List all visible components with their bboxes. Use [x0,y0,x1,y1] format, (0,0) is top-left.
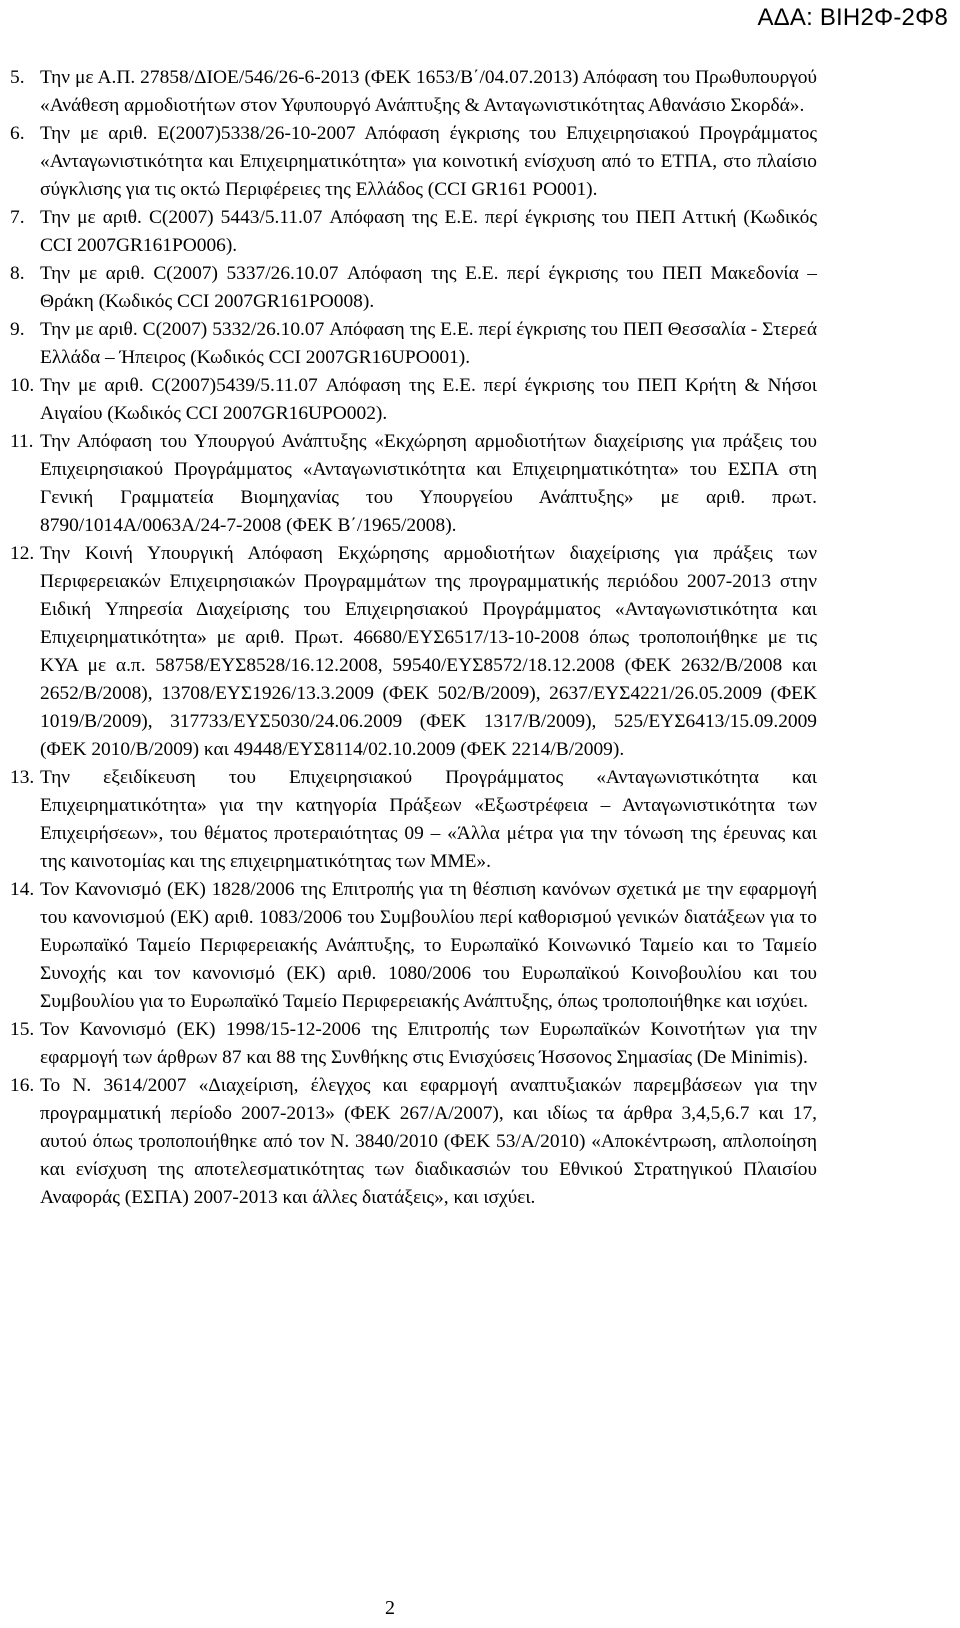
list-item-8 [10,260,817,316]
item-text: Την με Α.Π. 27858/ΔΙΟΕ/546/26-6-2013 (ΦΕΚ 1653/Β΄/04.07.2013) Απόφαση του Πρωθυπουργού «Ανάθεση αρμοδιοτήτων στον Υφυπουργό Ανάπτυξης & Ανταγωνιστικότητας Αθανάσιο Σκορδά». [40,67,817,116]
list-item-12 [10,540,817,764]
item-number: 15. [10,1019,35,1040]
item-text: Το Ν. 3614/2007 «Διαχείριση, έλεγχος και εφαρμογή αναπτυξιακών παρεμβάσεων για την προγραμματική περίοδο 2007-2013» (ΦΕΚ 267/Α/2007), και ιδίως τα άρθρα 3,4,5,6.7 και 17, αυτού όπως τροποποιήθηκε από τον Ν. 3840/2010 (ΦΕΚ 53/Α/2010) «Αποκέντρωση, απλοποίηση και ενίσχυση της αποτελεσματικότητας των διαδικασιών του Εθνικού Στρατηγικού Πλαισίου Αναφοράς (ΕΣΠΑ) 2007-2013 και άλλες διατάξεις», και ισχύει. [40,1075,817,1208]
list-item-13 [10,764,817,876]
list-item-7 [10,204,817,260]
list-item-14 [10,876,817,1016]
item-text: Την με αριθ. C(2007) 5332/26.10.07 Απόφαση της Ε.Ε. περί έγκρισης του ΠΕΠ Θεσσαλία - Στερεά Ελλάδα – Ήπειρος (Κωδικός CCI 2007GR16UPO001). [40,319,817,368]
item-number: 5. [10,67,25,88]
item-text: Την με αριθ. C(2007) 5443/5.11.07 Απόφαση της Ε.Ε. περί έγκρισης του ΠΕΠ Αττική (Κωδικός CCI 2007GR161PO006). [40,207,817,256]
item-text: Την Απόφαση του Υπουργού Ανάπτυξης «Εκχώρηση αρμοδιοτήτων διαχείρισης για πράξεις του Επιχειρησιακού Προγράμματος «Ανταγωνιστικότητα και Επιχειρηματικότητα» του ΕΣΠΑ στη Γενική Γραμματεία Βιομηχανίας του Υπουργείου Ανάπτυξης» με αριθ. πρωτ. 8790/1014Α/0063Α/24-7-2008 (ΦΕΚ Β΄/1965/2008). [40,431,817,536]
item-number: 7. [10,207,25,228]
list-item-9 [10,316,817,372]
item-number: 9. [10,319,25,340]
list-item-6 [10,120,817,204]
item-text: Την Κοινή Υπουργική Απόφαση Εκχώρησης αρμοδιοτήτων διαχείρισης για πράξεις των Περιφερειακών Επιχειρησιακών Προγραμμάτων της προγραμματικής περιόδου 2007-2013 στην Ειδική Υπηρεσία Διαχείρισης του Επιχειρησιακού Προγράμματος «Ανταγωνιστικότητα και Επιχειρηματικότητα» με αριθ. Πρωτ. 46680/ΕΥΣ6517/13-10-2008 όπως τροποποιήθηκε με τις ΚΥΑ με α.π. 58758/ΕΥΣ8528/16.12.2008, 59540/ΕΥΣ8572/18.12.2008 (ΦΕΚ 2632/Β/2008 και 2652/Β/2008), 13708/ΕΥΣ1926/13.3.2009 (ΦΕΚ 502/Β/2009), 2637/ΕΥΣ4221/26.05.2009 (ΦΕΚ 1019/Β/2009), 317733/ΕΥΣ5030/24.06.2009 (ΦΕΚ 1317/Β/2009), 525/ΕΥΣ6413/15.09.2009 (ΦΕΚ 2010/Β/2009) και 49448/ΕΥΣ8114/02.10.2009 (ΦΕΚ 2214/Β/2009). [40,543,817,760]
item-number: 8. [10,263,25,284]
item-number: 10. [10,375,35,396]
item-number: 13. [10,767,35,788]
list-item-5 [10,64,817,120]
item-number: 14. [10,879,35,900]
page-number: 2 [385,1597,395,1619]
item-text: Την με αριθ. C(2007)5439/5.11.07 Απόφαση της Ε.Ε. περί έγκρισης του ΠΕΠ Κρήτη & Νήσοι Αιγαίου (Κωδικός CCI 2007GR16UPO002). [40,375,817,424]
list-item-16 [10,1072,817,1212]
item-text: Τον Κανονισμό (ΕΚ) 1828/2006 της Επιτροπής για τη θέσπιση κανόνων σχετικά με την εφαρμογή του κανονισμού (ΕΚ) αριθ. 1083/2006 του Συμβουλίου περί καθορισμού γενικών διατάξεων για το Ευρωπαϊκό Ταμείο Περιφερειακής Ανάπτυξης, το Ευρωπαϊκό Κοινωνικό Ταμείο και το Ταμείο Συνοχής και τον κανονισμό (ΕΚ) αριθ. 1080/2006 του Ευρωπαϊκού Κοινοβουλίου και του Συμβουλίου για το Ευρωπαϊκό Ταμείο Περιφερειακής Ανάπτυξης, όπως τροποποιήθηκε και ισχύει. [40,879,817,1012]
item-text: Την εξειδίκευση του Επιχειρησιακού Προγράμματος «Ανταγωνιστικότητα και Επιχειρηματικότητα» για την κατηγορία Πράξεων «Εξωστρέφεια – Ανταγωνιστικότητα των Επιχειρήσεων», του θέματος προτεραιότητας 09 – «Άλλα μέτρα για την τόνωση της έρευνας και της καινοτομίας και της επιχειρηματικότητας των ΜΜΕ». [40,767,817,872]
list-item-15 [10,1016,817,1072]
item-text: Τον Κανονισμό (ΕΚ) 1998/15-12-2006 της Επιτροπής των Ευρωπαϊκών Κοινοτήτων για την εφαρμογή των άρθρων 87 και 88 της Συνθήκης στις Ενισχύσεις Ήσσονος Σημασίας (De Minimis). [40,1019,817,1068]
list-item-11 [10,428,817,540]
document-body [10,64,817,1212]
item-number: 11. [10,431,34,452]
item-number: 12. [10,543,35,564]
item-number: 16. [10,1075,35,1096]
item-number: 6. [10,123,25,144]
item-text: Την με αριθ. Ε(2007)5338/26-10-2007 Απόφαση έγκρισης του Επιχειρησιακού Προγράμματος «Ανταγωνιστικότητα και Επιχειρηματικότητα» για κοινοτική ενίσχυση από το ΕΤΠΑ, στο πλαίσιο σύγκλισης για τις οκτώ Περιφέρειες της Ελλάδος (CCI GR161 PO001). [40,123,817,200]
item-text: Την με αριθ. C(2007) 5337/26.10.07 Απόφαση της Ε.Ε. περί έγκρισης του ΠΕΠ Μακεδονία – Θράκη (Κωδικός CCI 2007GR161PO008). [40,263,817,312]
list-item-10 [10,372,817,428]
ada-code-header: ΑΔΑ: ΒΙΗ2Φ-2Φ8 [757,4,948,31]
